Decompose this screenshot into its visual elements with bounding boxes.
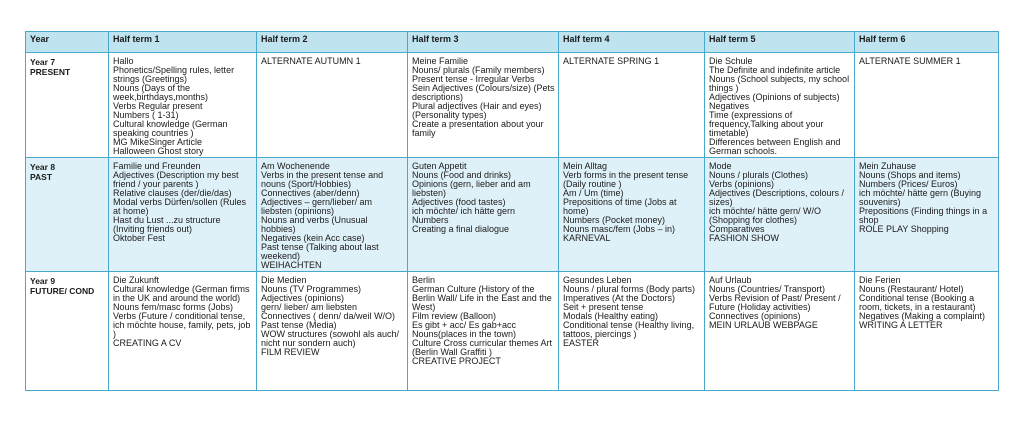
- cell-text-line: Cultural knowledge (German firms in the UK and around the world): [113, 284, 250, 303]
- cell-text-line: Gesundes Leben: [563, 275, 632, 285]
- cell-text-line: Mein Alltag: [563, 161, 608, 171]
- cell-text-line: MG MikeSinger Article: [113, 137, 203, 147]
- cell-text-line: Negatives: [709, 101, 750, 111]
- cell-text-line: Am / Um (time): [563, 188, 624, 198]
- table-cell: [408, 272, 559, 391]
- header-half-term-5: Half term 5: [705, 32, 855, 53]
- cell-text-line: German Culture (History of the Berlin Wall/ Life in the East and the West): [412, 284, 552, 312]
- cell-text-line: Mein Zuhause: [859, 161, 917, 171]
- cell-text-line: Comparatives: [709, 224, 765, 234]
- table-cell: [109, 272, 257, 391]
- cell-text-line: Relative clauses (der/die/das): [113, 188, 232, 198]
- cell-text-line: Connectives (aber/denn): [261, 188, 360, 198]
- year-label: Year 8: [30, 162, 56, 172]
- cell-text-line: ROLE PLAY Shopping: [859, 224, 949, 234]
- cell-text-line: Nouns (Countries/ Transport): [709, 284, 826, 294]
- cell-text-line: Verbs in the present tense and nouns (Sport/Hobbies): [261, 170, 384, 189]
- header-half-term-3: Half term 3: [408, 32, 559, 53]
- cell-text-line: Plural adjectives (Hair and eyes): [412, 101, 542, 111]
- curriculum-table: [25, 31, 999, 391]
- cell-text-line: Conditional tense (Healthy living, tattoos, piercings ): [563, 320, 695, 339]
- cell-text-line: The Definite and indefinite article: [709, 65, 841, 75]
- header-half-term-1: Half term 1: [109, 32, 257, 53]
- table-cell: [559, 158, 705, 272]
- cell-text-line: Adjectives (Description my best friend / your parents ): [113, 170, 239, 189]
- cell-text-line: Past tense (Talking about last weekend): [261, 242, 379, 261]
- cell-text-line: Nouns (School subjects, my school things ): [709, 74, 850, 93]
- cell-text-line: Numbers (Prices/ Euros): [859, 179, 958, 189]
- cell-text-line: Present tense - Irregular Verbs: [412, 74, 535, 84]
- cell-text-line: Creating a final dialogue: [412, 224, 510, 234]
- cell-text-line: Nouns (Days of the week,birthdays,months): [113, 83, 209, 102]
- cell-text-line: ALTERNATE SUMMER 1: [859, 56, 961, 66]
- cell-text-line: Verbs (Future / conditional tense, ich möchte house, family, pets, job ): [113, 311, 251, 339]
- cell-text-line: Nouns / plurals (Clothes): [709, 170, 809, 180]
- cell-text-line: Hast du Lust ...zu structure (Inviting friends out): [113, 215, 221, 234]
- cell-text-line: Create a presentation about your family: [412, 119, 544, 138]
- cell-text-line: Imperatives (At the Doctors): [563, 293, 676, 303]
- header-half-term-2: Half term 2: [257, 32, 408, 53]
- cell-text-line: ich möchte/ ich hätte gern: [412, 206, 516, 216]
- header-half-term-6: Half term 6: [855, 32, 999, 53]
- cell-text-line: Verbs (opinions): [709, 179, 775, 189]
- table-cell: [109, 158, 257, 272]
- table-cell: [705, 53, 855, 158]
- cell-text-line: Adjectives (Opinions of subjects): [709, 92, 840, 102]
- cell-text-line: Die Schule: [709, 56, 753, 66]
- cell-text-line: Guten Appetit: [412, 161, 467, 171]
- cell-text-line: Adjectives (Descriptions, colours / sizes): [709, 188, 845, 207]
- cell-text-line: Culture Cross curricular themes Art (Berlin Wall Graffiti ): [412, 338, 553, 357]
- cell-text-line: Film review (Balloon): [412, 311, 497, 321]
- cell-text-line: EASTER: [563, 338, 600, 348]
- cell-text-line: ALTERNATE SPRING 1: [563, 56, 660, 66]
- cell-text-line: ALTERNATE AUTUMN 1: [261, 56, 361, 66]
- cell-text-line: WRITING A LETTER: [859, 320, 943, 330]
- cell-text-line: ich möchte/ hätte gern (Buying souvenirs): [859, 188, 982, 207]
- cell-text-line: Die Ferien: [859, 275, 901, 285]
- cell-text-line: Numbers ( 1-31): [113, 110, 179, 120]
- cell-text-line: Nouns / plural forms (Body parts): [563, 284, 696, 294]
- cell-text-line: Seit + present tense: [563, 302, 644, 312]
- table-cell: [257, 272, 408, 391]
- cell-text-line: Numbers (Pocket money): [563, 215, 666, 225]
- table-cell: [257, 53, 408, 158]
- cell-text-line: Nouns and verbs (Unusual hobbies): [261, 215, 368, 234]
- cell-text-line: FILM REVIEW: [261, 347, 320, 357]
- cell-text-line: CREATIVE PROJECT: [412, 356, 501, 366]
- cell-text-line: Es gibt + acc/ Es gab+acc: [412, 320, 517, 330]
- cell-text-line: MEIN URLAUB WEBPAGE: [709, 320, 818, 330]
- year-label: Year 7: [30, 57, 56, 67]
- cell-text-line: Meine Familie: [412, 56, 469, 66]
- cell-text-line: Mode: [709, 161, 732, 171]
- table-cell: [855, 158, 999, 272]
- cell-text-line: Cultural knowledge (German speaking countries ): [113, 119, 228, 138]
- cell-text-line: Familie und Freunden: [113, 161, 201, 171]
- cell-text-line: Nouns (TV Programmes): [261, 284, 362, 294]
- table-cell: [408, 158, 559, 272]
- table-cell: [257, 158, 408, 272]
- cell-text-line: Oktober Fest: [113, 233, 166, 243]
- cell-text-line: Adjectives (opinions): [261, 293, 345, 303]
- cell-text-line: Opinions (gern, lieber and am liebsten): [412, 179, 531, 198]
- cell-text-line: Sein Adjectives (Colours/size) (Pets descriptions): [412, 83, 555, 102]
- cell-text-line: Past tense (Media): [261, 320, 337, 330]
- cell-text-line: Am Wochenende: [261, 161, 330, 171]
- cell-text-line: CREATING A CV: [113, 338, 182, 348]
- table-cell: [559, 53, 705, 158]
- table-cell: [109, 53, 257, 158]
- table-cell: [855, 53, 999, 158]
- cell-text-line: Nouns/ plurals (Family members): [412, 65, 545, 75]
- cell-text-line: Adjectives – gern/lieber/ am liebsten (opinions): [261, 197, 373, 216]
- cell-text-line: Halloween Ghost story: [113, 146, 204, 156]
- cell-text-line: Hallo: [113, 56, 134, 66]
- table-row-year-7: [26, 53, 999, 158]
- cell-text-line: FASHION SHOW: [709, 233, 780, 243]
- cell-text-line: Verbs Revision of Past/ Present / Future (Holiday activities): [709, 293, 841, 312]
- cell-text-line: WOW structures (sowohl als auch/ nicht nur sondern auch): [261, 329, 400, 348]
- cell-text-line: Auf Urlaub: [709, 275, 752, 285]
- cell-text-line: ich möchte/ hätte gern/ W/O (Shopping for clothes): [709, 206, 822, 225]
- cell-text-line: Prepositions (Finding things in a shop: [859, 206, 988, 225]
- cell-text-line: Negatives (Making a complaint): [859, 311, 986, 321]
- header-row: [26, 32, 999, 53]
- table-cell: [408, 53, 559, 158]
- cell-text-line: Modals (Healthy eating): [563, 311, 659, 321]
- cell-text-line: Die Zukunft: [113, 275, 160, 285]
- cell-text-line: Time (expressions of frequency,Talking about your timetable): [709, 110, 824, 138]
- table-cell: [705, 158, 855, 272]
- cell-text-line: Berlin: [412, 275, 436, 285]
- cell-text-line: Connectives ( denn/ da/weil W/O): [261, 311, 396, 321]
- cell-text-line: Numbers: [412, 215, 449, 225]
- cell-text-line: Conditional tense (Booking a room, tickets, in a restaurant): [859, 293, 976, 312]
- year-cell: [26, 272, 109, 391]
- cell-text-line: Negatives (kein Acc case): [261, 233, 365, 243]
- cell-text-line: KARNEVAL: [563, 233, 611, 243]
- cell-text-line: gern/ lieber/ am liebsten: [261, 302, 358, 312]
- cell-text-line: WEIHACHTEN: [261, 260, 322, 270]
- cell-text-line: Prepositions of time (Jobs at home): [563, 197, 677, 216]
- cell-text-line: Nouns (Shops and items): [859, 170, 961, 180]
- table-cell: [559, 272, 705, 391]
- cell-text-line: Adjectives (food tastes): [412, 197, 506, 207]
- cell-text-line: Nouns (Food and drinks): [412, 170, 512, 180]
- cell-text-line: Nouns masc/fem (Jobs – in): [563, 224, 676, 234]
- cell-text-line: Nouns fem/masc forms (Jobs): [113, 302, 234, 312]
- year-cell: [26, 158, 109, 272]
- tense-label: PRESENT: [30, 67, 71, 77]
- cell-text-line: Differences between English and German schools.: [709, 137, 841, 156]
- table-row-year-8: [26, 158, 999, 272]
- header-half-term-4: Half term 4: [559, 32, 705, 53]
- cell-text-line: Nouns(places in the town): [412, 329, 517, 339]
- table-row-year-9: [26, 272, 999, 391]
- cell-text-line: Die Medien: [261, 275, 307, 285]
- table-cell: [705, 272, 855, 391]
- header-year: Year: [26, 32, 109, 53]
- cell-text-line: Connectives (opinions): [709, 311, 801, 321]
- cell-text-line: (Personality types): [412, 110, 487, 120]
- cell-text-line: Verbs Regular present: [113, 101, 203, 111]
- year-label: Year 9: [30, 276, 56, 286]
- table-cell: [855, 272, 999, 391]
- tense-label: PAST: [30, 172, 53, 182]
- cell-text-line: Verb forms in the present tense (Daily routine ): [563, 170, 689, 189]
- cell-text-line: Modal verbs Dürfen/sollen (Rules at home): [113, 197, 247, 216]
- cell-text-line: Nouns (Restaurant/ Hotel): [859, 284, 964, 294]
- year-cell: [26, 53, 109, 158]
- cell-text-line: Phonetics/Spelling rules, letter strings (Greetings): [113, 65, 235, 84]
- tense-label: FUTURE/ COND: [30, 286, 95, 296]
